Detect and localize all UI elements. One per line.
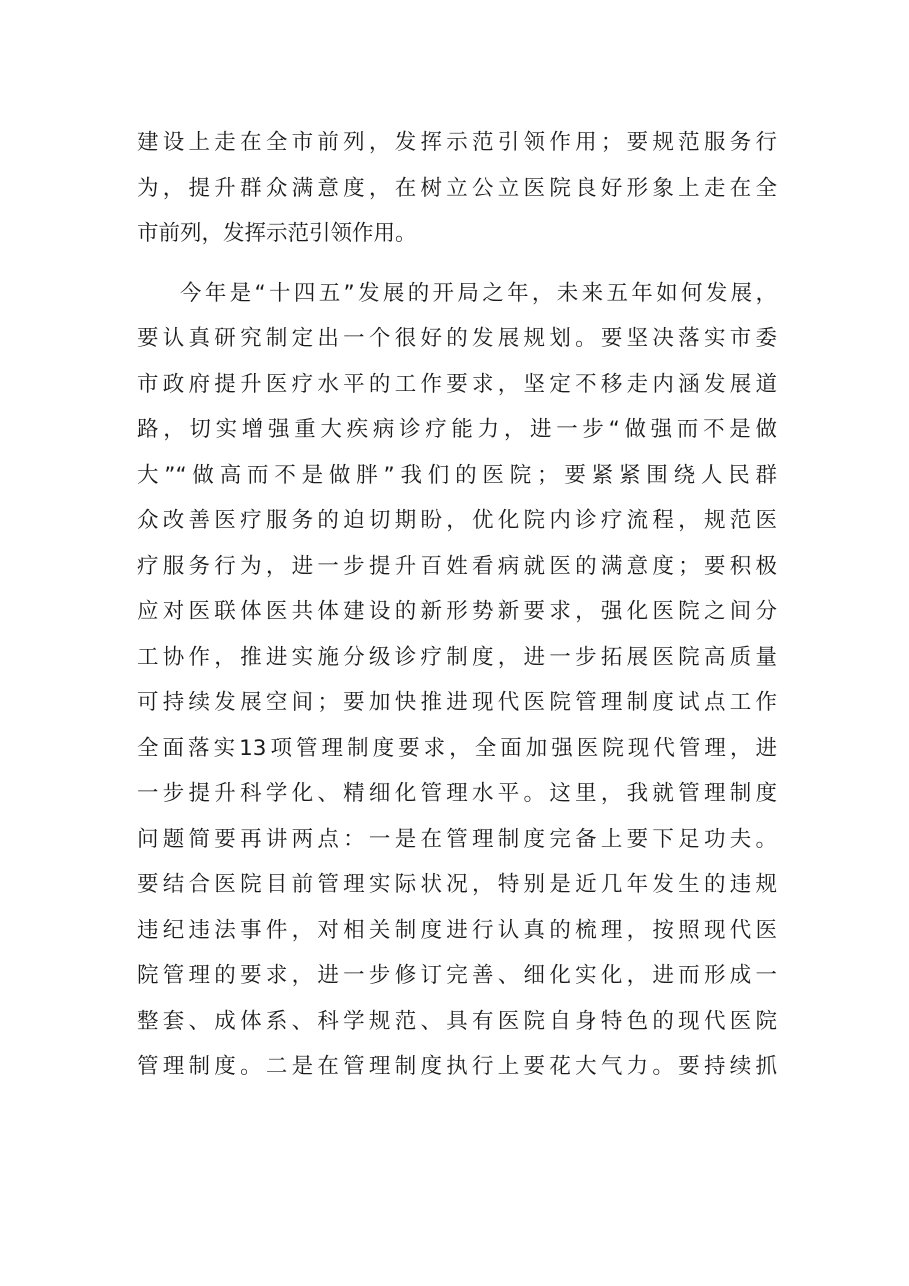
paragraph-gap xyxy=(137,257,777,271)
text-line: 市前列，发挥示范引领作用。 xyxy=(137,221,417,246)
text-line: 应对医联体医共体建设的新形势新要求，强化医院之间分 xyxy=(137,599,777,624)
text-line: 问题简要再讲两点：一是在管理制度完备上要下足功夫。 xyxy=(137,826,777,852)
text-line: 整套、成体系、科学规范、具有医院自身特色的现代医院 xyxy=(137,1008,777,1034)
text-line: 路，切实增强重大疾病诊疗能力，进一步“做强而不是做 xyxy=(137,417,777,442)
text-line: 要结合医院目前管理实际状况，特别是近几年发生的违规 xyxy=(137,872,777,897)
text-line: 大”“做高而不是做胖”我们的医院；要紧紧围绕人民群 xyxy=(137,462,777,488)
text-line: 疗服务行为，进一步提升百姓看病就医的满意度；要积极 xyxy=(137,553,777,579)
text-line: 今年是“十四五”发展的开局之年，未来五年如何发展， xyxy=(180,280,777,306)
text-line: 管理制度。二是在管理制度执行上要花大气力。要持续抓 xyxy=(137,1054,777,1079)
paragraph-2 xyxy=(137,271,777,1090)
text-line: 为，提升群众满意度，在树立公立医院良好形象上走在全 xyxy=(137,175,777,201)
text-line: 众改善医疗服务的迫切期盼，优化院内诊疗流程，规范医 xyxy=(137,508,777,533)
text-line: 一步提升科学化、精细化管理水平。这里，我就管理制度 xyxy=(137,781,777,806)
paragraph-1 xyxy=(137,120,777,257)
text-line: 工协作，推进实施分级诊疗制度，进一步拓展医院高质量 xyxy=(137,644,777,670)
text-line: 建设上走在全市前列，发挥示范引领作用；要规范服务行 xyxy=(137,130,777,155)
text-line: 违纪违法事件，对相关制度进行认真的梳理，按照现代医 xyxy=(137,917,777,943)
document-body xyxy=(137,120,777,1090)
text-line: 全面落实13项管理制度要求，全面加强医院现代管理，进 xyxy=(137,735,777,761)
text-line: 市政府提升医疗水平的工作要求，坚定不移走内涵发展道 xyxy=(137,371,777,397)
text-line: 可持续发展空间；要加快推进现代医院管理制度试点工作 xyxy=(137,690,777,715)
text-line: 要认真研究制定出一个很好的发展规划。要坚决落实市委 xyxy=(137,326,777,351)
text-line: 院管理的要求，进一步修订完善、细化实化，进而形成一 xyxy=(137,963,777,988)
